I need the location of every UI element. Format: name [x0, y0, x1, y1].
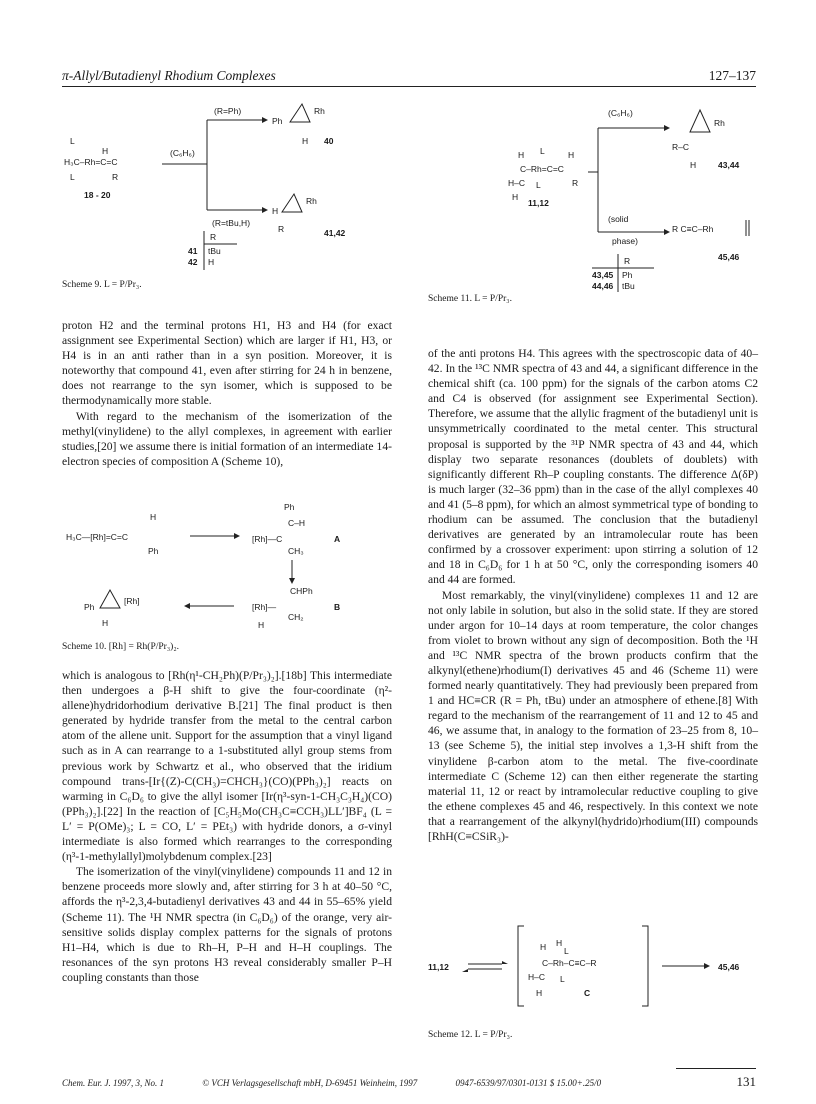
- s9-reactant: H₃C–Rh=C=C: [64, 157, 118, 167]
- right-column: [428, 346, 758, 844]
- scheme-11-caption: Scheme 11. L = P/Pr₃.: [428, 294, 512, 304]
- left-p1: proton H2 and the terminal protons H1, H3 and H4 (for exact assignment see Experimental Section) which are larger if H1, H3, or H4 is in an anti rather than in a syn position. Moreover, it is noteworthy that compound 41, even after stirring for 24 h in benzene, does not rearrange to the syn isomer, which is supposed to be thermodynamically more stable.: [62, 319, 392, 408]
- right-p2: Most remarkably, the vinyl(vinylidene) complexes 11 and 12 are not only labile in solution, but also in the solid state. If they are stored under argon for 10–14 days at room temperature, the color changes from violet to brown without any sign of decomposition. Both the ¹H and ¹³C NMR spectra of the brown products confirm that the alkynyl(ethene)rhodium(I) derivatives 45 and 46 (Scheme 11) were formed nearly quantitatively. They had previously been prepared from 1 and HC≡CR (R = Ph, tBu) under an atmosphere of ethene.[8] With regard to the mechanism of the rearrangement of 11 and 12 to 45 and 46, we assume that, in analogy to the formation of 23–25 from 8, 10–13 (see Scheme 5), the initial step involves a 1,3-H shift from the vinylidene β-carbon atom to the metal. The five-coordinate intermediate C (Scheme 12) can then either regenerate the starting material 11, 12 or react by intramolecular reductive coupling to give the ethene complexes 45 and 46, respectively. In this context we note that a rearrangement of the alkynyl(hydrido)rhodium(III) compounds [RhH(C≡CSiR₃)-: [428, 588, 758, 843]
- s10-s1-H: H: [150, 512, 157, 522]
- s11-r-L: L: [540, 146, 545, 156]
- s9-solvent: (C₆H₆): [170, 148, 195, 158]
- s9-prod-top: 40: [324, 136, 334, 146]
- s10-A-Rh: [Rh]—C: [252, 534, 283, 544]
- s9-prod-bottom: 41,42: [324, 228, 346, 238]
- s11-r-HC: H–C: [508, 178, 526, 188]
- s11-r-H2: H: [568, 150, 575, 160]
- footer-code: 0947-6539/97/0301-0131 $ 15.00+.25/0: [455, 1078, 602, 1088]
- left-column-top: [62, 318, 392, 469]
- s10-P-Ph: Ph: [84, 602, 95, 612]
- s12-L2: L: [560, 974, 565, 984]
- header-rule: [62, 86, 756, 87]
- s12-H1: H: [540, 942, 547, 952]
- s12-mid: C–Rh–C≡C–R: [542, 958, 597, 968]
- s11-r-L2: L: [536, 180, 541, 190]
- s12-H3: H: [536, 988, 543, 998]
- s10-B: B: [334, 602, 341, 612]
- s12-left: 11,12: [428, 962, 449, 972]
- s11-cond2b: phase): [612, 236, 638, 246]
- s11-table-R: R: [624, 256, 631, 266]
- s9-table-41: 41: [188, 246, 198, 256]
- s9-bottom-H: H: [272, 206, 279, 216]
- s9-reactant-H: H: [102, 146, 109, 156]
- left-p3: which is analogous to [Rh(η¹-CH₂Ph)(P/Pr₃)₂].[18b] This intermediate then undergoes a β-H shift to give the four-coordinate (η²-allene)hydridorhodium derivative B.[21] The final product is then generated by hydride transfer from the metal to the central carbon atom of the allene unit. Support for the assumption that a vinyl ligand such as in A can rearrange to a 1-substituted allyl group stems from previous work by Schwartz et al., who observed that the iridium compound trans-[Ir{(Z)-C(CH₃)=CHCH₃}(CO)(PPh₃)₂] reacts on warming in C₆D₆ to give the allyl isomer [Ir(η³-syn-1-CH₃C₃H₄)(CO)(PPh₃)₂].[22] In the reaction of [C₅H₅Mo(CH₃C≡CCH₃)LL′]BF₄ (L = L′ = P(OMe)₃; L = CO, L′ = PEt₃) with hydride donors, a σ-vinyl intermediate is also formed which rearranges to the corresponding (η³-1-methylallyl)molybdenum complex.[23]: [62, 669, 392, 864]
- s11-r-R: R: [572, 178, 579, 188]
- footer-rule: [676, 1068, 756, 1069]
- footer-publisher: © VCH Verlagsgesellschaft mbH, D-69451 Weinheim, 1997: [202, 1078, 418, 1088]
- scheme-10-caption: Scheme 10. [Rh] = Rh(P/Pr₃)₂.: [62, 642, 180, 652]
- s9-bottom-R: R: [278, 224, 285, 234]
- s12-C: C: [584, 988, 591, 998]
- page-range: 127–137: [708, 68, 756, 83]
- scheme-11-figure: [428, 96, 758, 296]
- page-number: 131: [736, 1074, 756, 1089]
- footer: [62, 1078, 637, 1088]
- s10-P-Rh: [Rh]: [124, 596, 140, 606]
- s9-cond-top: (R=Ph): [214, 106, 242, 116]
- s12-H2: H: [556, 938, 563, 948]
- scheme-9-caption: Scheme 9. L = P/Pr₃.: [62, 280, 142, 290]
- s11-top-Rh: Rh: [714, 118, 725, 128]
- s10-A-Ph: Ph: [284, 502, 295, 512]
- s9-reactant-L-bot: L: [70, 172, 75, 182]
- running-title: π-Allyl/Butadienyl Rhodium Complexes: [62, 68, 276, 83]
- s10-A: A: [334, 534, 341, 544]
- left-column-bottom: [62, 668, 392, 985]
- s10-s1-Ph: Ph: [148, 546, 159, 556]
- s9-table-R: R: [210, 232, 217, 242]
- s11-bottom-formula: R C≡C–Rh: [672, 224, 714, 234]
- s12-right: 45,46: [718, 962, 740, 972]
- s9-reactant-R: R: [112, 172, 119, 182]
- right-p1: of the anti protons H4. This agrees with the spectroscopic data of 40–42. In the ¹³C NMR spectra of 43 and 44, a significant difference in the chemical shift (ca. 100 ppm) for the signals of the carbon atoms C2 and C4 is observed (for assignment see Experimental Section). Therefore, we assume that the allylic fragment of the butadienyl unit is unsymmetrically coordinated to the metal center. This structural proposal is supported by the ³¹P NMR spectra of 43 and 44, which display two separate resonances (doublets of doublets) with significantly different Rh–P coupling constants. The difference Δ(δP) is much larger (32–36 ppm) than in the case of the allyl complexes 40 and 41 (5–8 ppm), for which an almost symmetrical type of bonding to rhodium can be assumed. The conclusion that the butadienyl derivatives are generated by an intramolecular route has been confirmed by a crossover experiment: upon stirring a solution of 12 and 18 in C₆D₆ for 1 h at 50 °C, only the corresponding isomers 40 and 44 are formed.: [428, 347, 758, 587]
- footer-journal: Chem. Eur. J. 1997, 3, No. 1: [62, 1078, 164, 1088]
- s10-P-H: H: [102, 618, 109, 628]
- s11-top-H: H: [690, 160, 697, 170]
- s10-B-Rh: [Rh]—: [252, 602, 277, 612]
- s11-prod-bottom: 45,46: [718, 252, 740, 262]
- s11-row2a: 44,46: [592, 281, 614, 291]
- s11-r-H1: H: [518, 150, 525, 160]
- s12-HC: H–C: [528, 972, 546, 982]
- s9-top-Rh: Rh: [314, 106, 325, 116]
- s11-prod-top: 43,44: [718, 160, 740, 170]
- s12-L1: L: [564, 946, 569, 956]
- s9-table-42v: H: [208, 257, 215, 267]
- scheme-12-caption: Scheme 12. L = P/Pr₃.: [428, 1030, 513, 1040]
- s10-B-H: H: [258, 620, 265, 630]
- s10-B-CHPh: CHPh: [290, 586, 313, 596]
- s11-row2b: tBu: [622, 281, 635, 291]
- s9-top-H: H: [302, 136, 309, 146]
- s11-row1b: Ph: [622, 270, 633, 280]
- left-p2: With regard to the mechanism of the isomerization of the methyl(vinylidene) to the allyl complexes, in agreement with earlier studies,[20] we assume there is initial formation of an intermediate 14-electron species of composition A (Scheme 10),: [62, 409, 392, 468]
- s11-top-RC: R–C: [672, 142, 690, 152]
- s11-r-mid: C–Rh=C=C: [520, 164, 564, 174]
- scheme-12-figure: [428, 916, 758, 1016]
- s9-cond-bottom: (R=tBu,H): [212, 218, 251, 228]
- s9-table-41v: tBu: [208, 246, 221, 256]
- s10-A-CH: C–H: [288, 518, 306, 528]
- s9-numbers: 18 - 20: [84, 190, 111, 200]
- s10-B-CH2: CH₂: [288, 612, 304, 622]
- s11-row1a: 43,45: [592, 270, 614, 280]
- s10-A-CH3: CH₃: [288, 546, 304, 556]
- scheme-10-figure: [62, 498, 392, 648]
- s10-s1: H₃C—[Rh]=C=C: [66, 532, 129, 542]
- s9-table-42: 42: [188, 257, 198, 267]
- s11-reactant-num: 11,12: [528, 198, 549, 208]
- s9-top-Ph: Ph: [272, 116, 283, 126]
- scheme-9-figure: [62, 92, 382, 272]
- s11-solvent: (C₆H₆): [608, 108, 633, 118]
- s11-cond2: (solid: [608, 214, 629, 224]
- left-p4: The isomerization of the vinyl(vinylidene) compounds 11 and 12 in benzene proceeds more slowly and, after stirring for 3 h at 40–50 °C, affords the η³-2,3,4-butadienyl derivatives 43 and 44 in 55–65% yield (Scheme 11). The ¹H NMR spectra (in C₆D₆) of the orange, very air-sensitive solids display complex patterns for the signals of protons H1–H4, which is due to Rh–H, P–H and H–H couplings. The resonances of the syn protons H3 reveal considerably smaller P–H coupling constants than those: [62, 865, 392, 984]
- s9-bottom-Rh: Rh: [306, 196, 317, 206]
- s11-r-H3: H: [512, 192, 519, 202]
- s9-reactant-L-top: L: [70, 136, 75, 146]
